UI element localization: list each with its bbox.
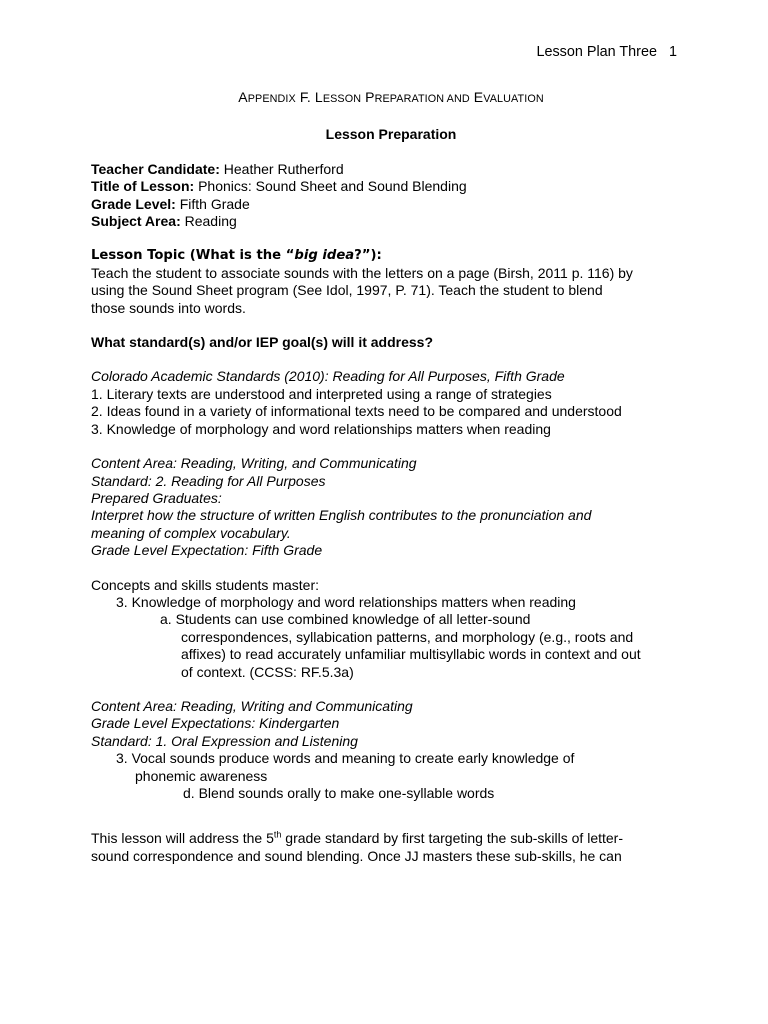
standard-item: 3. Knowledge of morphology and word relationships matters when reading <box>91 420 551 437</box>
concept-subitem-cont: correspondences, syllabication patterns, and morphology (e.g., roots and <box>181 628 634 645</box>
lesson-info <box>91 161 691 231</box>
running-head-title: Lesson Plan Three <box>536 44 657 60</box>
content-area-two <box>91 698 691 802</box>
closing-line: sound correspondence and sound blending. Once JJ masters these sub-skills, he can <box>91 847 622 864</box>
running-header <box>536 44 677 61</box>
topic-line: using the Sound Sheet program (See Idol, 1997, P. 71). Teach the student to blend <box>91 282 603 299</box>
colorado-standards <box>91 368 691 438</box>
content-area-one <box>91 455 691 559</box>
interpret-line: Interpret how the structure of written English contributes to the pronunciation and <box>91 507 592 524</box>
concepts-skills <box>91 577 691 681</box>
concept-item: 3. Knowledge of morphology and word relationships matters when reading <box>116 593 576 610</box>
standard-item: 1. Literary texts are understood and interpreted using a range of strategies <box>91 385 552 402</box>
lesson-topic <box>91 247 691 317</box>
colorado-heading: Colorado Academic Standards (2010): Reading for All Purposes, Fifth Grade <box>91 368 565 385</box>
prepared-graduates-label: Prepared Graduates: <box>91 489 222 506</box>
standards-question: What standard(s) and/or IEP goal(s) will it address? <box>91 334 434 351</box>
grade-level-expectation: Grade Level Expectation: Fifth Grade <box>91 542 323 559</box>
topic-line: those sounds into words. <box>91 299 246 316</box>
content-area-label: Content Area: Reading, Writing and Communicating <box>91 697 413 714</box>
concept-subitem-cont: of context. (CCSS: RF.5.3a) <box>181 663 354 680</box>
teacher-line: Teacher Candidate: Heather Rutherford <box>91 160 344 177</box>
document-body <box>91 89 691 865</box>
topic-line: Teach the student to associate sounds with the letters on a page (Birsh, 2011 p. 116) by <box>91 264 633 281</box>
closing-paragraph <box>91 830 691 865</box>
lesson-topic-heading: Lesson Topic (What is the “big idea?”): <box>91 248 382 264</box>
content-area-label: Content Area: Reading, Writing, and Communicating <box>91 455 417 472</box>
oral-item-cont: phonemic awareness <box>135 767 268 784</box>
concept-subitem-cont: affixes) to read accurately unfamiliar multisyllabic words in context and out <box>181 646 641 663</box>
subject-line: Subject Area: Reading <box>91 213 237 230</box>
closing-line: This lesson will address the 5th grade standard by first targeting the sub-skills of letter- <box>91 829 623 847</box>
grade-line: Grade Level: Fifth Grade <box>91 195 250 212</box>
page-number: 1 <box>668 44 677 60</box>
interpret-line: meaning of complex vocabulary. <box>91 524 291 541</box>
standards-question-block <box>91 334 691 351</box>
concepts-intro: Concepts and skills students master: <box>91 576 319 593</box>
oral-item: 3. Vocal sounds produce words and meaning to create early knowledge of <box>116 750 575 767</box>
standard-label: Standard: 1. Oral Expression and Listening <box>91 732 358 749</box>
concept-subitem: a. Students can use combined knowledge of all letter-sound <box>160 611 531 628</box>
oral-subitem: d. Blend sounds orally to make one-syllable words <box>183 785 495 801</box>
appendix-heading: APPENDIX F. LESSON PREPARATION AND EVALUATION <box>238 89 544 105</box>
standard-item: 2. Ideas found in a variety of informational texts need to be compared and understood <box>91 403 622 420</box>
page-title: Lesson Preparation <box>325 126 457 143</box>
lesson-title-line: Title of Lesson: Phonics: Sound Sheet and Sound Blending <box>91 178 467 195</box>
standard-label: Standard: 2. Reading for All Purposes <box>91 472 326 489</box>
grade-level-expectation: Grade Level Expectations: Kindergarten <box>91 715 340 732</box>
